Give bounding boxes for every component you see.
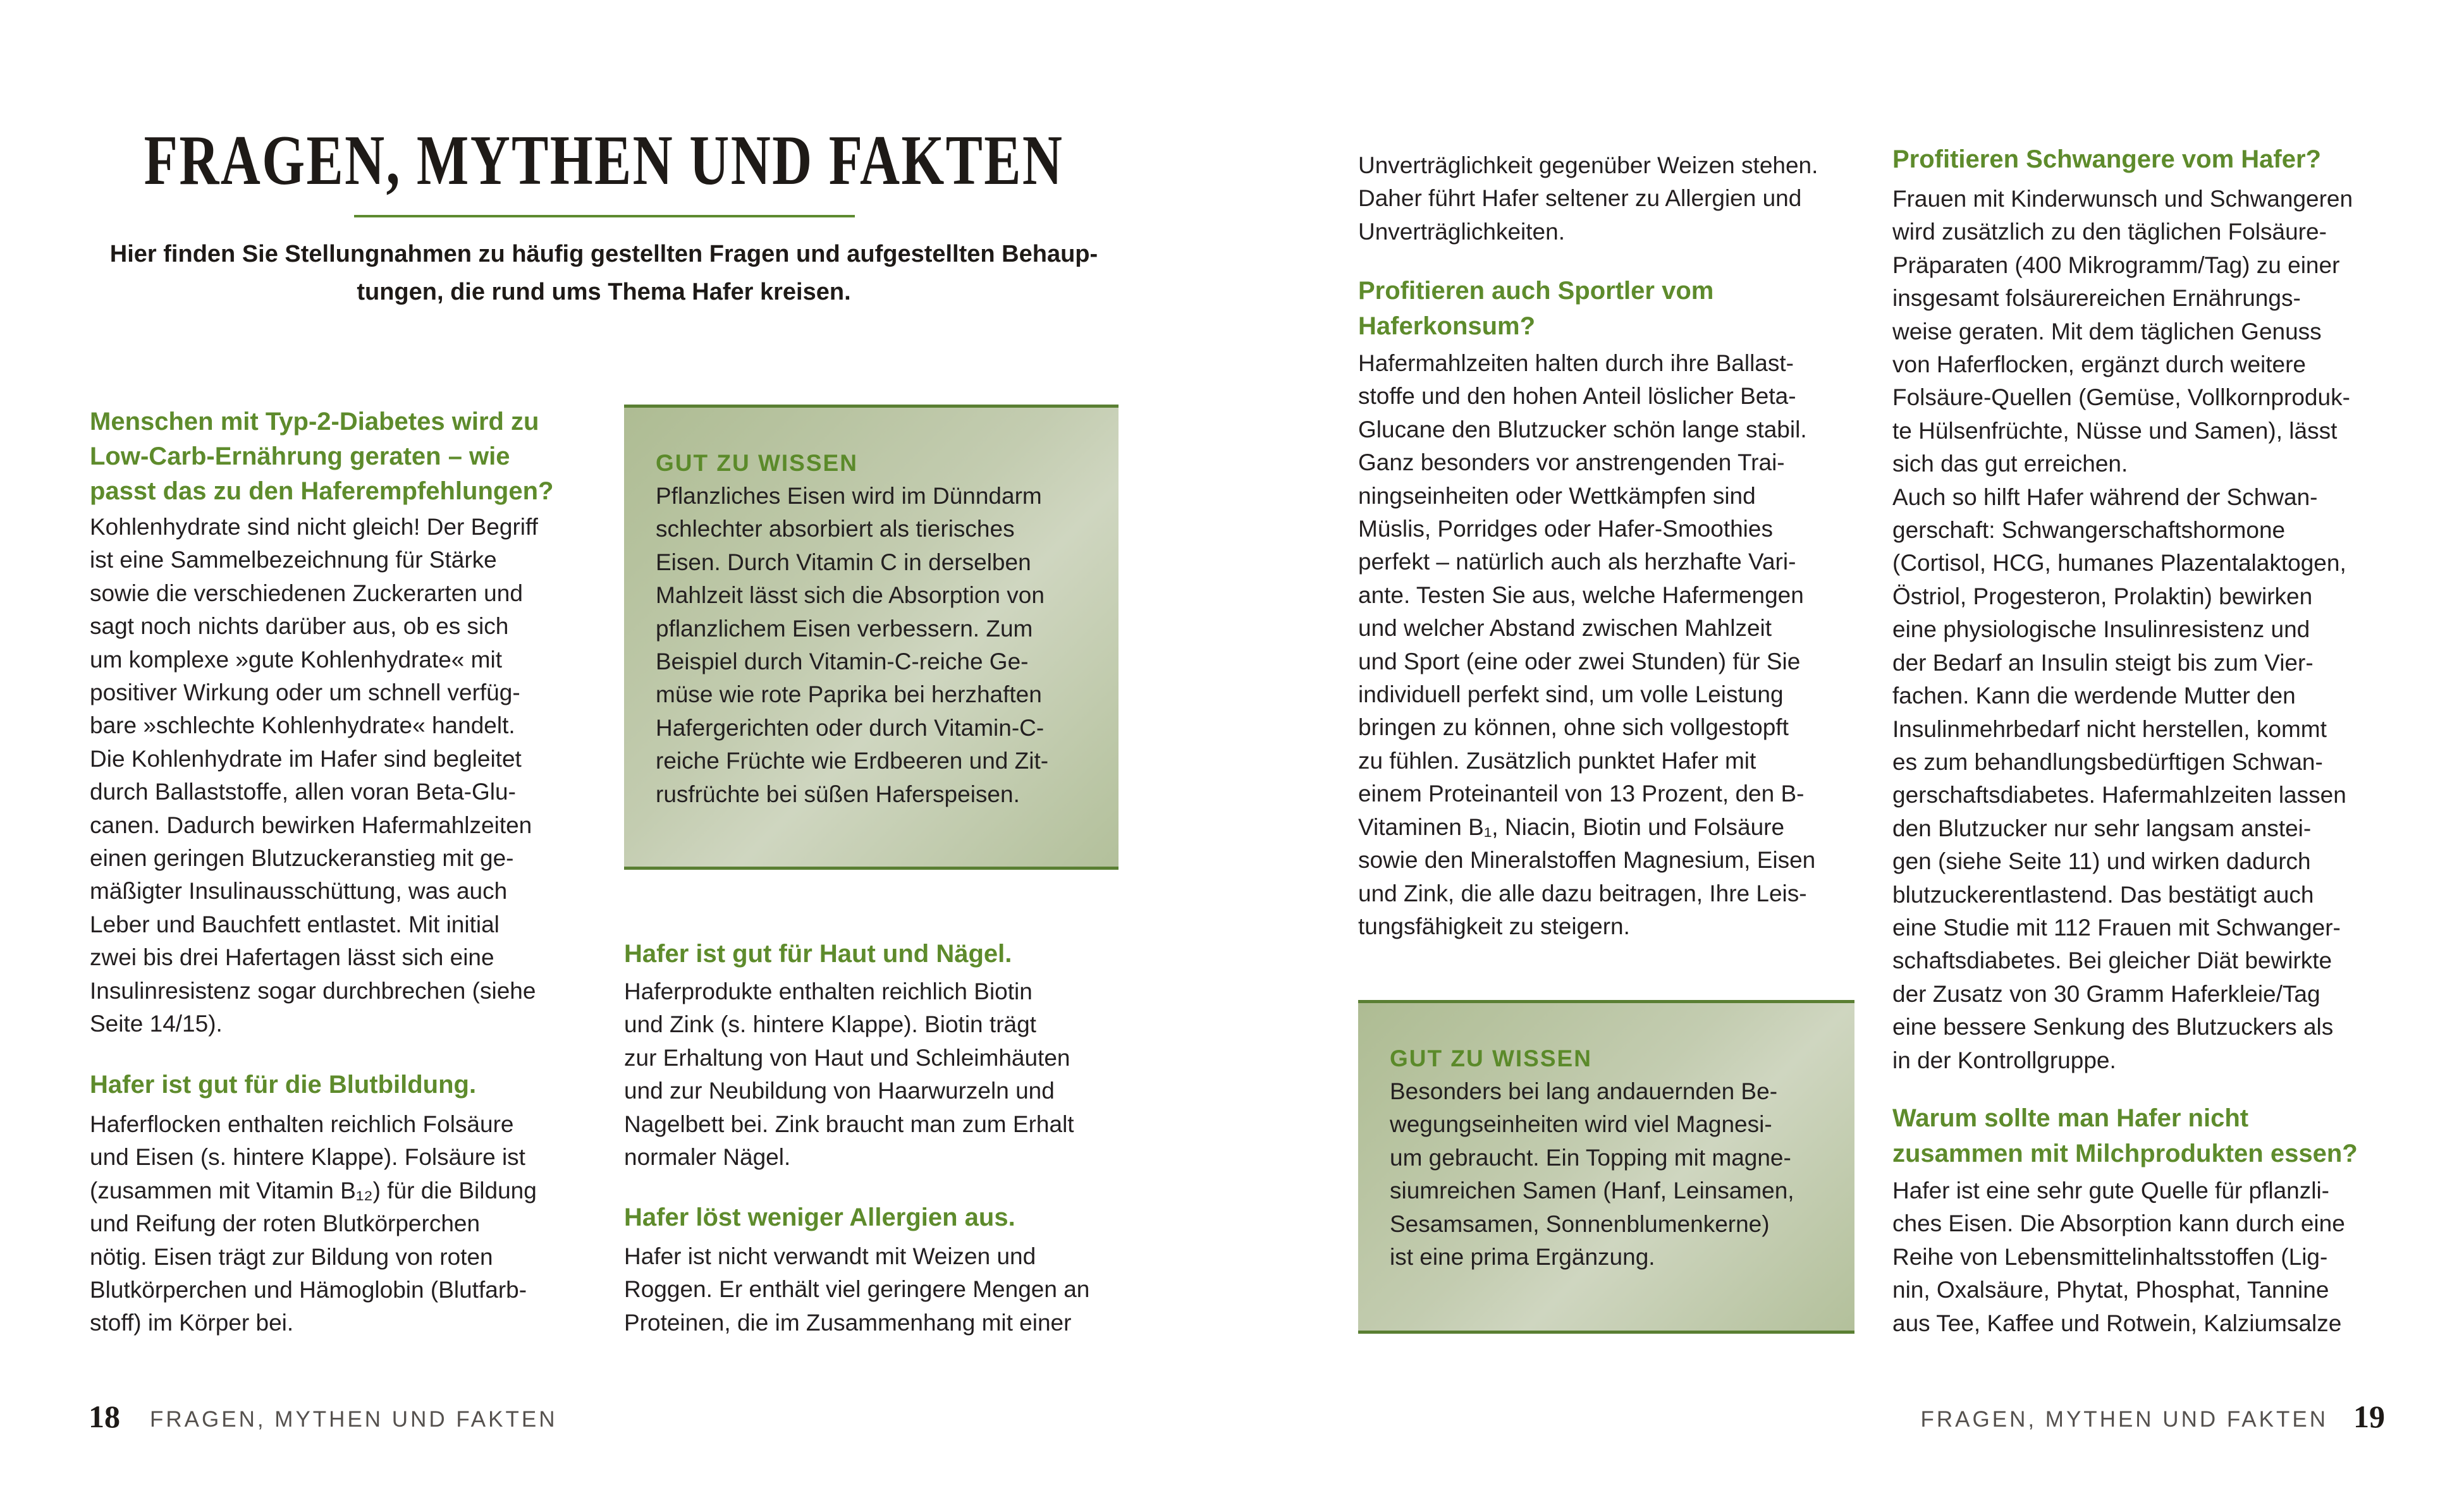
info-box-label: GUT ZU WISSEN	[1390, 1045, 1592, 1071]
answer-text: Haferflocken enthalten reichlich Folsäure und Eisen (s. hintere Klappe). Folsäure ist (zusammen mit Vitamin B₁₂) für die Bildung und Reifung der roten Blutkörperchen nötig. Eisen trägt zur Bildung von roten Blutkörperchen und Hämoglobin (Blutfarb- stoff) im Körper bei.	[90, 1111, 537, 1336]
title-underline	[354, 215, 855, 217]
answer-text: Frauen mit Kinderwunsch und Schwangeren wird zusätzlich zu den täglichen Folsäure- Präparaten (400 Mikrogramm/Tag) zu einer insgesamt folsäurereichen Ernährungs- weise geraten. Mit dem täglichen Genuss von Haferflocken, ergänzt durch weitere Folsäure-Quellen (Gemüse, Vollkornproduk- te Hülsenfrüchte, Nüsse und Samen), lässt sich das gut erreichen. Auch so hilft Hafer während der Schwan- gerschaft: Schwangerschaftshormone (Cortisol, HCG, humanes Plazentalaktogen, Östriol, Progesteron, Prolaktin) bewirken eine physiologische Insulinresistenz und der Bedarf an Insulin steigt bis zum Vier- fachen. Kann die werdende Mutter den Insulinmehrbedarf nicht herstellen, kommt es zum behandlungsbedürftigen Schwan- gerschaftsdiabetes. Hafermahlzeiten lassen den Blutzucker nur sehr langsam anstei- gen (siehe Seite 11) und wirken dadurch blutzuckerentlastend. Das bestätigt auch eine Studie mit 112 Frauen mit Schwanger- schaftsdiabetes. Bei gleicher Diät bewirkte der Zusatz von 30 Gramm Haferkleie/Tag eine bessere Senkung des Blutzuckers als in der Kontrollgruppe.	[1892, 186, 2353, 1073]
question-heading: Menschen mit Typ-2-Diabetes wird zu Low-Carb-Ernährung geraten – wie passt das zu den Haferempfehlungen?	[90, 408, 554, 505]
answer-text: Hafer ist eine sehr gute Quelle für pflanzli- ches Eisen. Die Absorption kann durch eine Reihe von Lebensmittelinhaltsstoffen (Lig- nin, Oxalsäure, Phytat, Phosphat, Tannine aus Tee, Kaffee und Rotwein, Kalziumsalze	[1892, 1178, 2345, 1336]
info-box-text: Pflanzliches Eisen wird im Dünndarm schlechter absorbiert als tierisches Eisen. Durch Vitamin C in derselben Mahlzeit lässt sich die Absorption von pflanzlichem Eisen verbessern. Zum Beispiel durch Vitamin-C-reiche Ge- müse wie rote Paprika bei herzhaften Hafergerichten oder durch Vitamin-C- reiche Früchte wie Erdbeeren und Zit- rusfrüchte bei süßen Haferspeisen.	[656, 483, 1049, 807]
question-heading: Profitieren auch Sportler vom Haferkonsum?	[1358, 277, 1714, 340]
info-box	[1358, 1000, 1854, 1334]
info-box-text: Besonders bei lang andauernden Be- wegungseinheiten wird viel Magnesi- um gebraucht. Ein Topping mit magne- siumreichen Samen (Hanf, Leinsamen, Sesamsamen, Sonnenblumenkerne) ist eine prima Ergänzung.	[1390, 1078, 1794, 1271]
answer-text: Unverträglichkeit gegenüber Weizen stehen. Daher führt Hafer seltener zu Allergien und Unverträglichkeiten.	[1358, 152, 1818, 245]
info-box-label: GUT ZU WISSEN	[656, 450, 858, 476]
page-number-left: 18	[89, 1399, 120, 1434]
answer-text: Haferprodukte enthalten reichlich Biotin und Zink (s. hintere Klappe). Biotin trägt zur Erhaltung von Haut und Schleimhäuten und zur Neubildung von Haarwurzeln und Nagelbett bei. Zink braucht man zum Erhalt normaler Nägel.	[624, 978, 1074, 1171]
question-heading: Profitieren Schwangere vom Hafer?	[1892, 145, 2321, 173]
answer-text: Kohlenhydrate sind nicht gleich! Der Begriff ist eine Sammelbezeichnung für Stärke sowie die verschiedenen Zuckerarten und sagt noch nichts darüber aus, ob es sich um komplexe »gute Kohlenhydrate« mit positiver Wirkung oder um schnell verfüg- bare »schlechte Kohlenhydrate« handelt. Die Kohlenhydrate im Hafer sind begleitet durch Ballaststoffe, allen voran Beta-Glu- canen. Dadurch bewirken Hafermahlzeiten einen geringen Blutzuckeranstieg mit ge- mäßigter Insulinausschüttung, was auch Leber und Bauchfett entlastet. Mit initial zwei bis drei Hafertagen lässt sich eine Insulinresistenz sogar durchbrechen (siehe Seite 14/15).	[90, 514, 538, 1037]
answer-text: Hafer ist nicht verwandt mit Weizen und Roggen. Er enthält viel geringere Mengen an Proteinen, die im Zusammenhang mit einer	[624, 1243, 1090, 1336]
question-heading: Hafer löst weniger Allergien aus.	[624, 1204, 1015, 1231]
page-number-right: 19	[2353, 1399, 2385, 1434]
question-heading: Hafer ist gut für Haut und Nägel.	[624, 940, 1012, 968]
page-title: FRAGEN, MYTHEN UND FAKTEN	[144, 121, 1064, 200]
answer-text: Hafermahlzeiten halten durch ihre Ballast- stoffe und den hohen Anteil löslicher Beta- Glucane den Blutzucker schön lange stabil. Ganz besonders vor anstrengenden Trai- ningseinheiten oder Wettkämpfen sind Müslis, Porridges oder Hafer-Smoothies perfekt – natürlich auch als herzhafte Vari- ante. Testen Sie aus, welche Hafermengen und welcher Abstand zwischen Mahlzeit und Sport (eine oder zwei Stunden) für Sie individuell perfekt sind, um volle Leistung bringen zu können, ohne sich vollgestopft zu fühlen. Zusätzlich punktet Hafer mit einem Proteinanteil von 13 Prozent, den B- Vitaminen B₁, Niacin, Biotin und Folsäure sowie den Mineralstoffen Magnesium, Eisen und Zink, die alle dazu beitragen, Ihre Leis- tungsfähigkeit zu steigern.	[1358, 350, 1816, 939]
running-head-left: FRAGEN, MYTHEN UND FAKTEN	[150, 1407, 558, 1432]
question-heading: Hafer ist gut für die Blutbildung.	[90, 1071, 477, 1099]
info-box	[624, 405, 1119, 870]
question-heading: Warum sollte man Hafer nicht zusammen mit Milchprodukten essen?	[1892, 1104, 2358, 1167]
running-head-right: FRAGEN, MYTHEN UND FAKTEN	[1920, 1407, 2328, 1432]
intro-text: Hier finden Sie Stellungnahmen zu häufig gestellten Fragen und aufgestellten Behaup- tungen, die rund ums Thema Hafer kreisen.	[109, 241, 1098, 305]
